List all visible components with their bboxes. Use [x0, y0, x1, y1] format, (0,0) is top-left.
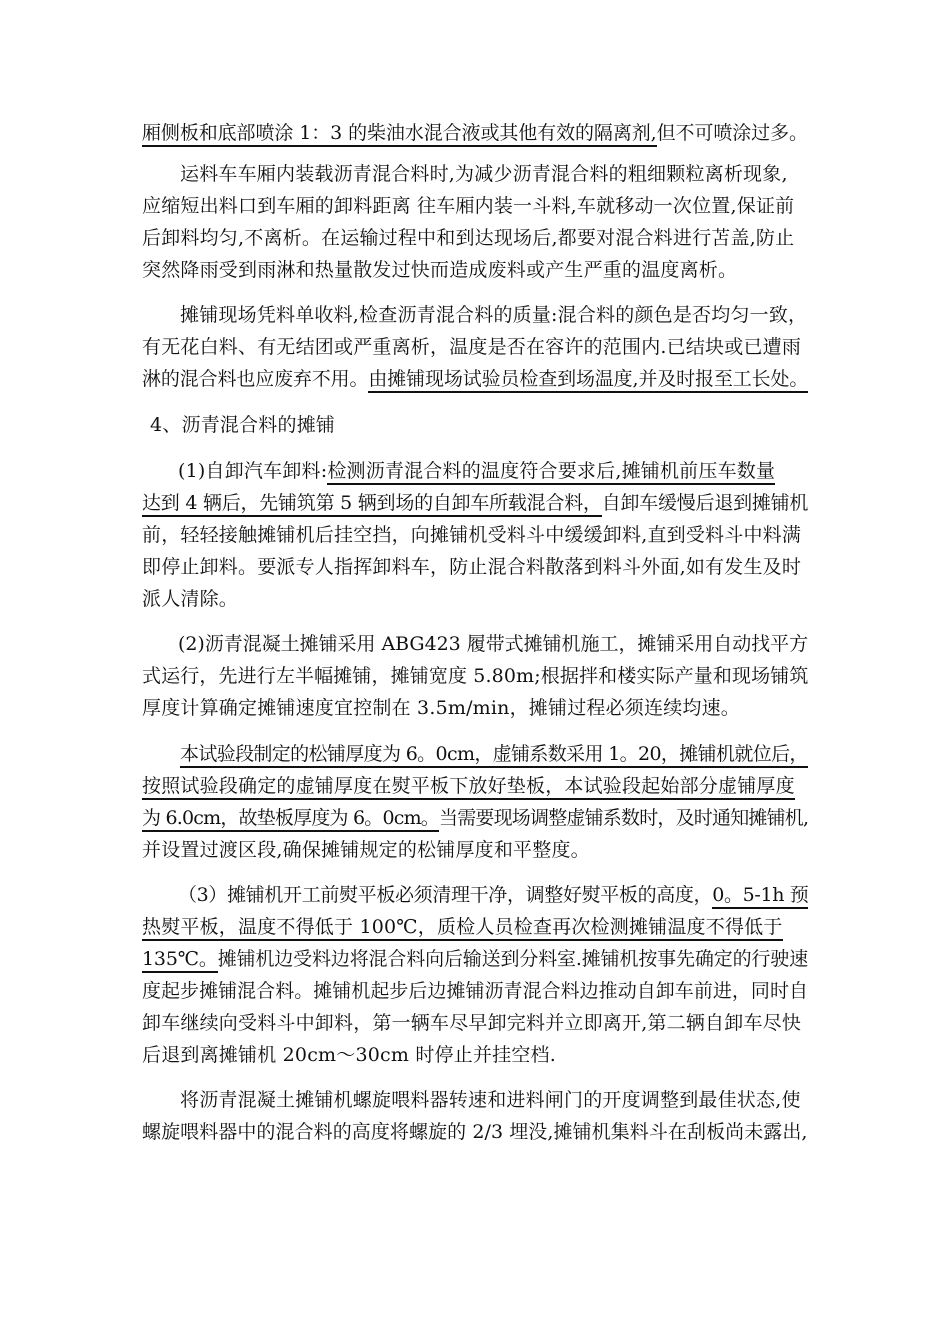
text-line — [142, 362, 808, 396]
body-text: 派人清除。 — [142, 588, 239, 610]
text-line — [142, 550, 801, 584]
text-line — [178, 454, 775, 488]
text-line — [180, 157, 788, 191]
body-text: 4、沥青混合料的摊铺 — [150, 414, 336, 436]
text-line — [178, 627, 808, 661]
text-line — [142, 974, 808, 1008]
body-text: 摊铺机边受料边将混合料向后输送到分料室.摊铺机按事先确定的行驶速 — [217, 948, 808, 970]
underlined-text: 热熨平板，温度不得低于 100℃，质检人员检查再次检测摊铺温度不得低于 — [142, 916, 783, 941]
text-line — [142, 801, 808, 835]
underlined-text: 厢侧板和底部喷涂 1：3 的柴油水混合液或其他有效的隔离剂, — [142, 122, 657, 147]
body-text: 应缩短出料口到车厢的卸料距离 往车厢内装一斗料,车就移动一次位置,保证前 — [142, 195, 795, 217]
underlined-text: 由摊铺现场试验员检查到场温度,并及时报至工长处。 — [368, 368, 808, 393]
body-text: 但不可喷涂过多。 — [656, 122, 808, 144]
underlined-text: 本试验段制定的松铺厚度为 6。0cm，虚铺系数采用 1。20，摊铺机就位后， — [180, 743, 808, 768]
text-line — [142, 330, 801, 364]
text-line — [142, 691, 740, 725]
body-text: 突然降雨受到雨淋和热量散发过快而造成废料或产生严重的温度离析。 — [142, 259, 738, 281]
body-text: 淋的混合料也应废弃不用。 — [142, 368, 369, 390]
text-line — [142, 486, 808, 520]
text-line — [142, 582, 238, 616]
body-text: 厚度计算确定摊铺速度宜控制在 3.5m/min，摊铺过程必须连续均速。 — [142, 697, 741, 719]
body-text: 并设置过渡区段,确保摊铺规定的松铺厚度和平整度。 — [142, 839, 590, 861]
text-line — [142, 221, 794, 255]
text-line — [142, 942, 808, 976]
body-text: 前，轻轻接触摊铺机后挂空挡，向摊铺机受料斗中缓缓卸料,直到受料斗中料满 — [142, 524, 802, 546]
text-line — [142, 833, 590, 867]
underlined-text: 为 6.0cm，故垫板厚度为 6。0cm。 — [142, 807, 439, 832]
body-text: 当需要现场调整虚铺系数时，及时通知摊铺机, — [439, 807, 809, 829]
body-text: 运料车车厢内装载沥青混合料时,为减少沥青混合料的粗细颗粒离析现象, — [180, 163, 788, 185]
text-line — [142, 1006, 801, 1040]
text-line — [142, 253, 737, 287]
text-line — [180, 298, 807, 332]
body-text: 摊铺现场凭料单收料,检查沥青混合料的质量:混合料的颜色是否均匀一致， — [180, 304, 808, 326]
underlined-text: 0。5-1h 预 — [712, 884, 808, 909]
body-text: 将沥青混凝土摊铺机螺旋喂料器转速和进料闸门的开度调整到最佳状态,使 — [180, 1089, 801, 1111]
body-text: 度起步摊铺混合料。摊铺机起步后边摊铺沥青混合料边推动自卸车前进，同时自 — [142, 980, 809, 1002]
body-text: 卸车继续向受料斗中卸料，第一辆车尽早卸完料并立即离开,第二辆自卸车尽快 — [142, 1012, 802, 1034]
text-line — [142, 116, 808, 150]
body-text: 后卸料均匀,不离析。在运输过程中和到达现场后,都要对混合料进行苫盖,防止 — [142, 227, 795, 249]
text-line — [142, 518, 801, 552]
text-line — [142, 189, 794, 223]
body-text: （3）摊铺机开工前熨平板必须清理干净，调整好熨平板的高度， — [178, 884, 713, 906]
body-text: 螺旋喂料器中的混合料的高度将螺旋的 2/3 埋没,摊铺机集料斗在刮板尚未露出, — [142, 1121, 808, 1143]
text-line — [142, 1115, 808, 1149]
underlined-text: 135℃。 — [142, 948, 218, 973]
text-line — [142, 769, 795, 803]
underlined-text: 按照试验段确定的虚铺厚度在熨平板下放好垫板，本试验段起始部分虚铺厚度 — [142, 775, 795, 800]
text-line — [142, 1038, 556, 1072]
underlined-text: 达到 4 辆后，先铺筑第 5 辆到场的自卸车所载混合料， — [142, 492, 602, 517]
text-line — [180, 737, 808, 771]
text-line — [142, 659, 808, 693]
body-text: (2)沥青混凝土摊铺采用 ABG423 履带式摊铺机施工，摊铺采用自动找平方 — [178, 633, 809, 655]
text-line — [142, 910, 783, 944]
underlined-text: 检测沥青混合料的温度符合要求后,摊铺机前压车数量 — [327, 460, 775, 485]
body-text: 自卸车缓慢后退到摊铺机 — [601, 492, 809, 514]
text-line — [180, 1083, 801, 1117]
body-text: 式运行，先进行左半幅摊铺，摊铺宽度 5.80m;根据拌和楼实际产量和现场铺筑 — [142, 665, 809, 687]
body-text: 后退到离摊铺机 20cm～30cm 时停止并挂空档. — [142, 1044, 556, 1066]
text-line — [178, 878, 808, 912]
body-text: (1)自卸汽车卸料: — [178, 460, 328, 482]
body-text: 有无花白料、有无结团或严重离析，温度是否在容许的范围内.已结块或已遭雨 — [142, 336, 802, 358]
text-line — [150, 408, 335, 442]
body-text: 即停止卸料。要派专人指挥卸料车，防止混合料散落到料斗外面,如有发生及时 — [142, 556, 802, 578]
